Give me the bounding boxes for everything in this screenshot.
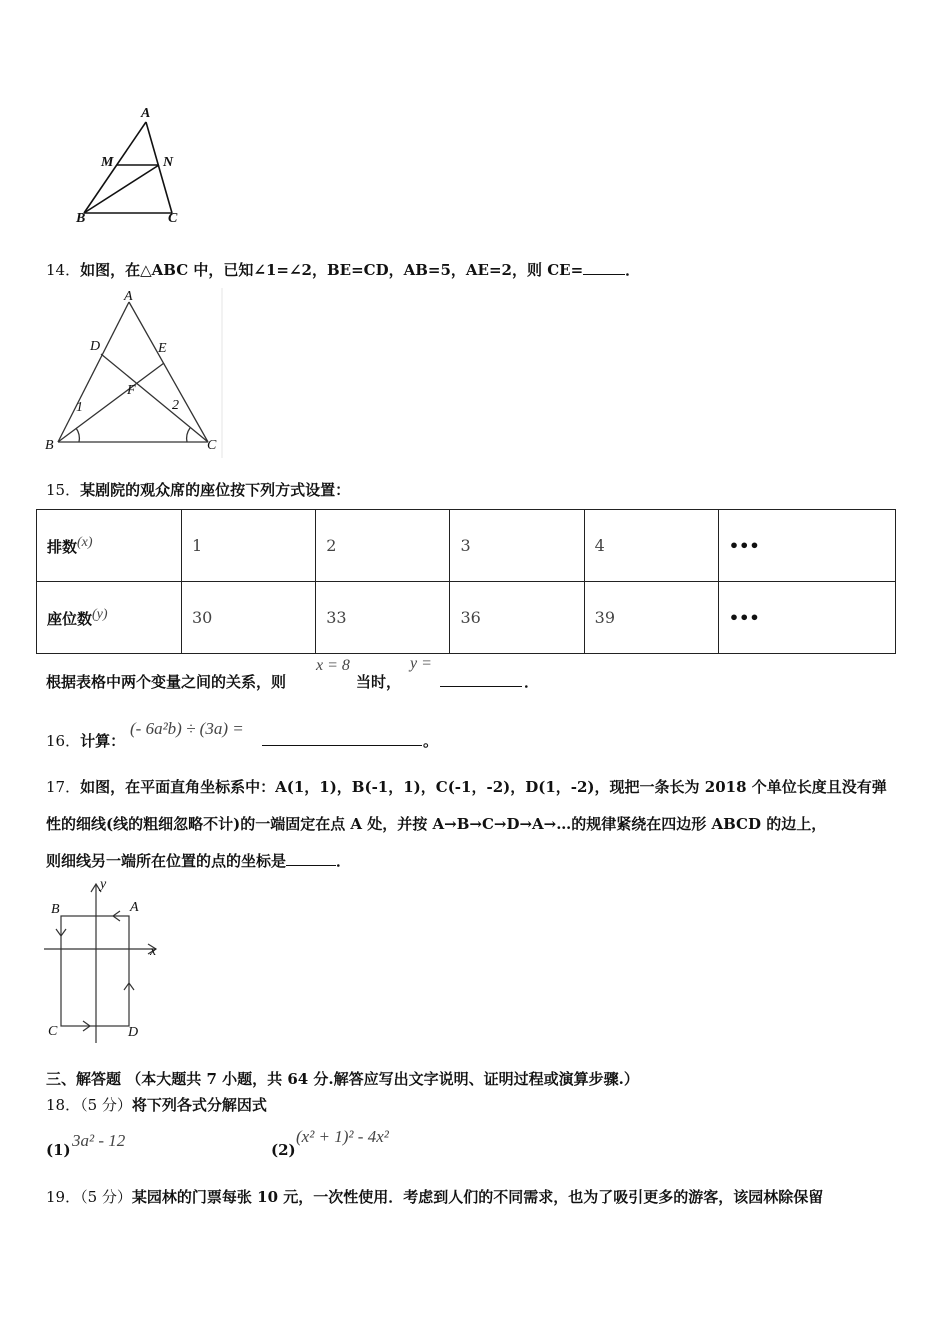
- q17-tail: ．: [336, 852, 352, 870]
- fig13-label-m: M: [101, 155, 114, 170]
- table-cell: 33: [316, 582, 450, 654]
- question-18: [46, 1095, 267, 1115]
- question-17-line-1: [46, 777, 887, 797]
- table-cell: 30: [182, 582, 316, 654]
- fig17-label-y: y: [100, 877, 107, 892]
- question-17-line-3: [46, 851, 351, 871]
- table-cell: 2: [316, 510, 450, 582]
- q15-followup-a: 根据表格中两个变量之间的关系，则: [46, 673, 287, 691]
- fig14-label-e: E: [158, 341, 167, 356]
- q16-tail: 。: [423, 732, 439, 750]
- fig14-label-c: C: [207, 438, 217, 453]
- q15-y-equation: y =: [410, 655, 432, 672]
- question-15: [46, 480, 350, 500]
- fig13-label-b: B: [76, 211, 86, 226]
- q15-x-equation: x = 8: [316, 657, 350, 674]
- q15-answer-blank: [440, 672, 522, 687]
- table-cell-ellipsis: •••: [718, 582, 895, 654]
- table-row: [37, 510, 896, 582]
- q18-text: 将下列各式分解因式: [131, 1096, 267, 1114]
- fig14-label-a: A: [124, 289, 133, 304]
- q16-number: 16．: [46, 732, 81, 750]
- seating-table: [36, 509, 896, 654]
- table-row: [37, 582, 896, 654]
- q14-tail: ．: [625, 261, 641, 279]
- q18-score: （5 分）: [80, 1096, 132, 1114]
- fig13-label-n: N: [163, 155, 174, 170]
- fig17-label-d: D: [128, 1025, 139, 1040]
- q19-text: 某园林的门票每张 10 元，一次性使用．考虑到人们的不同需求，也为了吸引更多的游客，该园林除保留: [131, 1188, 824, 1206]
- row-var-x: (x): [77, 534, 93, 550]
- table-cell: 36: [450, 582, 584, 654]
- q18-part-1-expression: 3a² - 12: [72, 1131, 126, 1150]
- q14-answer-blank: [583, 260, 625, 275]
- row-label-seats: 座位数$^{(y)}$: [37, 582, 182, 654]
- question-16: [46, 731, 125, 751]
- q14-text: 如图，在△ABC 中，已知∠1=∠2，BE=CD，AB=5，AE=2，则 CE=: [80, 261, 584, 279]
- q18-part-2-expression: (x² + 1)² - 4x²: [296, 1127, 389, 1146]
- row-label-rows: 排数$^{(x)}$: [37, 510, 182, 582]
- q16-expression: (- 6a²b) ÷ (3a) =: [130, 719, 244, 738]
- q17-number: 17．: [46, 778, 81, 796]
- q17-line-1-text: 如图，在平面直角坐标系中：A(1，1)，B(-1，1)，C(-1，-2)，D(1，-2)，现把一条长为 2018 个单位长度且没有弹: [80, 778, 887, 796]
- q15-text: 某剧院的观众席的座位按下列方式设置：: [80, 481, 351, 499]
- table-cell: 3: [450, 510, 584, 582]
- fig17-label-b: B: [51, 902, 60, 917]
- q14-number: 14．: [46, 261, 81, 279]
- q17-line-3-text: 则细线另一端所在位置的点的坐标是: [46, 852, 287, 870]
- table-cell: 39: [584, 582, 718, 654]
- q16-answer-blank: [262, 731, 422, 746]
- q18-part-2-label: (2): [271, 1141, 296, 1159]
- fig17-label-x: x: [150, 944, 157, 959]
- fig14-label-d: D: [90, 339, 101, 354]
- fig17-label-a: A: [130, 900, 139, 915]
- fig14-label-one: 1: [76, 400, 83, 415]
- q15-followup-b: 当时，: [356, 673, 402, 691]
- question-17-line-2: 性的细线(线的粗细忽略不计)的一端固定在点 A 处，并按 A→B→C→D→A→…的规律紧绕在四边形 ABCD 的边上，: [46, 815, 827, 833]
- q19-score: （5 分）: [80, 1188, 132, 1206]
- row-var-y: (y): [92, 606, 108, 622]
- q15-number: 15．: [46, 481, 81, 499]
- triangle-figure-14: [46, 288, 224, 458]
- q15-tail: ．: [524, 673, 540, 691]
- q16-label: 计算：: [80, 732, 126, 750]
- q18-number: 18．: [46, 1096, 81, 1114]
- q17-answer-blank: [286, 851, 336, 866]
- fig14-label-b: B: [45, 438, 54, 453]
- q18-part-1-label: (1): [46, 1141, 71, 1159]
- fig13-label-c: C: [168, 211, 178, 226]
- table-cell: 4: [584, 510, 718, 582]
- question-19: [46, 1187, 823, 1207]
- table-cell-ellipsis: •••: [718, 510, 895, 582]
- fig14-label-two: 2: [172, 398, 179, 413]
- table-cell: 1: [182, 510, 316, 582]
- fig14-label-f: F: [127, 383, 136, 398]
- q19-number: 19．: [46, 1188, 81, 1206]
- fig13-label-a: A: [141, 106, 151, 121]
- fig17-label-c: C: [48, 1024, 58, 1039]
- section-3-heading: 三、解答题 （本大题共 7 小题，共 64 分.解答应写出文字说明、证明过程或演算步骤.）: [46, 1070, 639, 1088]
- question-14: [46, 260, 640, 280]
